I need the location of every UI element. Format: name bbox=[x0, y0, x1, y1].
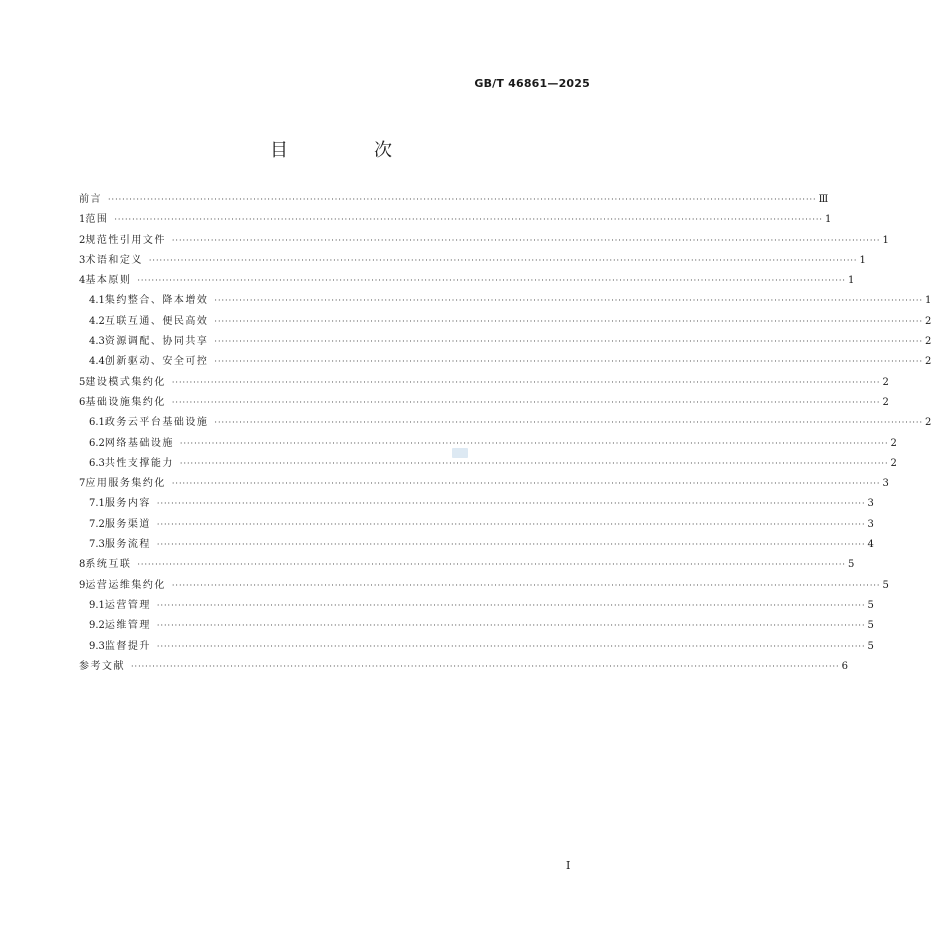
dot-leader: ········································································································································································································ bbox=[156, 499, 866, 509]
toc-entry[interactable] bbox=[79, 474, 889, 494]
toc-entry-page: 5 bbox=[867, 620, 874, 632]
toc-entry-number: 8 bbox=[79, 559, 86, 571]
toc-entry-label: 术语和定义 bbox=[85, 254, 143, 266]
toc-entry-label: 运营运维集约化 bbox=[85, 579, 166, 591]
toc-entry[interactable] bbox=[79, 352, 931, 372]
toc-entry-label: 服务流程 bbox=[104, 539, 151, 551]
toc-entry-label: 资源调配、协同共享 bbox=[104, 336, 209, 348]
table-of-contents bbox=[79, 190, 931, 677]
toc-entry-page: 3 bbox=[882, 478, 889, 490]
toc-entry[interactable] bbox=[79, 616, 874, 636]
toc-entry-label: 基础设施集约化 bbox=[85, 396, 166, 408]
dot-leader: ········································································································································································································ bbox=[214, 296, 923, 306]
dot-leader: ········································································································································································································ bbox=[108, 195, 817, 204]
toc-entry[interactable] bbox=[79, 312, 931, 332]
toc-entry[interactable] bbox=[79, 332, 931, 352]
toc-entry-page: 1 bbox=[882, 234, 889, 246]
toc-entry-number: 9 bbox=[79, 579, 86, 591]
toc-entry-page: 2 bbox=[882, 396, 889, 408]
dot-leader: ········································································································································································································ bbox=[148, 255, 858, 265]
toc-entry[interactable] bbox=[79, 454, 897, 474]
toc-entry[interactable] bbox=[79, 637, 874, 657]
toc-entry-page: 2 bbox=[925, 356, 931, 368]
toc-entry-number: 9.3 bbox=[89, 640, 105, 652]
toc-entry-page: 2 bbox=[925, 417, 931, 429]
toc-entry[interactable] bbox=[79, 535, 874, 555]
toc-entry[interactable] bbox=[79, 210, 832, 230]
dot-leader: ········································································································································································································ bbox=[171, 580, 881, 590]
toc-entry[interactable] bbox=[79, 251, 866, 271]
toc-entry[interactable] bbox=[79, 494, 874, 514]
toc-entry-page: 1 bbox=[824, 214, 832, 226]
toc-entry-label: 集约整合、降本增效 bbox=[104, 295, 209, 307]
toc-entry-number: 7.2 bbox=[89, 518, 105, 530]
toc-entry-label: 基本原则 bbox=[85, 275, 132, 287]
toc-entry-label: 网络基础设施 bbox=[104, 437, 174, 449]
toc-entry-label: 运维管理 bbox=[104, 620, 151, 632]
toc-entry[interactable] bbox=[79, 393, 889, 413]
toc-entry[interactable] bbox=[79, 555, 855, 575]
toc-entry-page: 1 bbox=[925, 295, 931, 307]
toc-entry-page: 5 bbox=[882, 579, 889, 591]
toc-entry-label: 互联互通、便民高效 bbox=[104, 315, 209, 327]
toc-entry-number: 7.3 bbox=[89, 539, 105, 551]
page-title: 目 次 bbox=[270, 140, 426, 161]
toc-entry-number: 6 bbox=[79, 396, 86, 408]
toc-entry-label: 政务云平台基础设施 bbox=[104, 417, 209, 429]
toc-entry-page: 5 bbox=[867, 640, 874, 652]
toc-entry-number: 4.4 bbox=[89, 356, 105, 368]
watermark-icon bbox=[452, 448, 468, 458]
dot-leader: ········································································································································································································ bbox=[156, 540, 866, 550]
dot-leader: ········································································································································································································ bbox=[171, 479, 881, 489]
dot-leader: ········································································································································································································ bbox=[214, 337, 923, 347]
toc-entry-number: 6.3 bbox=[89, 457, 105, 469]
toc-entry-page: 5 bbox=[847, 559, 855, 571]
dot-leader: ········································································································································································································ bbox=[171, 397, 881, 407]
toc-entry-label: 运营管理 bbox=[104, 599, 151, 611]
toc-entry-number: 9.2 bbox=[89, 620, 105, 632]
toc-entry[interactable] bbox=[79, 434, 897, 454]
toc-entry-number: 4.2 bbox=[89, 315, 105, 327]
dot-leader: ········································································································································································································ bbox=[156, 621, 866, 631]
toc-entry-number: 7.1 bbox=[89, 498, 105, 510]
toc-entry-page: 6 bbox=[841, 660, 848, 672]
toc-entry-page: 2 bbox=[882, 376, 889, 388]
toc-entry[interactable] bbox=[79, 271, 855, 291]
toc-entry[interactable] bbox=[79, 373, 889, 393]
standard-number: GB/T 46861—2025 bbox=[474, 77, 590, 90]
dot-leader: ········································································································································································································ bbox=[137, 560, 846, 570]
toc-entry-label: 前言 bbox=[79, 194, 102, 205]
toc-entry-page: 2 bbox=[890, 437, 897, 449]
toc-entry-label: 监督提升 bbox=[104, 640, 151, 652]
toc-entry-page: 5 bbox=[867, 599, 874, 611]
dot-leader: ········································································································································································································ bbox=[156, 600, 866, 610]
dot-leader: ········································································································································································································ bbox=[137, 276, 846, 286]
toc-entry-page: 2 bbox=[925, 336, 931, 348]
toc-entry[interactable] bbox=[79, 515, 874, 535]
toc-entry-page: Ⅲ bbox=[818, 194, 829, 205]
toc-entry-page: 1 bbox=[859, 254, 866, 266]
toc-entry-number: 4.3 bbox=[89, 336, 105, 348]
toc-entry-label: 建设模式集约化 bbox=[85, 376, 166, 388]
dot-leader: ········································································································································································································ bbox=[214, 316, 923, 326]
footer-page-number: I bbox=[566, 859, 571, 872]
toc-entry-number: 1 bbox=[79, 214, 86, 226]
toc-entry[interactable] bbox=[79, 413, 931, 433]
toc-entry-label: 参考文献 bbox=[79, 660, 125, 672]
toc-entry[interactable] bbox=[79, 576, 889, 596]
toc-entry-page: 4 bbox=[867, 539, 874, 551]
toc-entry-page: 2 bbox=[925, 315, 931, 327]
toc-entry-number: 4.1 bbox=[89, 295, 105, 307]
dot-leader: ········································································································································································································ bbox=[156, 641, 866, 651]
toc-entry-number: 2 bbox=[79, 234, 86, 246]
dot-leader: ········································································································································································································ bbox=[156, 519, 866, 529]
dot-leader: ········································································································································································································ bbox=[114, 215, 823, 225]
toc-entry-label: 服务渠道 bbox=[104, 518, 151, 530]
toc-entry-number: 5 bbox=[79, 376, 86, 388]
toc-entry-page: 2 bbox=[890, 457, 897, 469]
dot-leader: ········································································································································································································ bbox=[214, 418, 923, 428]
toc-entry-label: 系统互联 bbox=[85, 559, 132, 571]
toc-entry[interactable] bbox=[79, 657, 848, 677]
dot-leader: ········································································································································································································ bbox=[179, 458, 889, 468]
toc-entry-page: 3 bbox=[867, 518, 874, 530]
dot-leader: ········································································································································································································ bbox=[171, 377, 881, 387]
toc-entry[interactable] bbox=[79, 190, 829, 210]
toc-entry-number: 6.2 bbox=[89, 437, 105, 449]
dot-leader: ········································································································································································································ bbox=[171, 235, 881, 245]
toc-entry-number: 3 bbox=[79, 254, 86, 266]
dot-leader: ········································································································································································································ bbox=[179, 438, 889, 448]
toc-entry-label: 服务内容 bbox=[104, 498, 151, 510]
toc-entry-number: 9.1 bbox=[89, 599, 105, 611]
dot-leader: ········································································································································································································ bbox=[214, 357, 923, 367]
toc-entry-number: 7 bbox=[79, 478, 86, 490]
toc-entry-label: 创新驱动、安全可控 bbox=[104, 356, 209, 368]
dot-leader: ········································································································································································································ bbox=[131, 661, 840, 671]
toc-entry[interactable] bbox=[79, 231, 889, 251]
toc-entry-number: 6.1 bbox=[89, 417, 105, 429]
toc-entry-page: 1 bbox=[847, 275, 855, 287]
toc-entry-page: 3 bbox=[867, 498, 874, 510]
toc-entry[interactable] bbox=[79, 291, 931, 311]
toc-entry-label: 范围 bbox=[85, 214, 109, 226]
toc-entry-label: 共性支撑能力 bbox=[104, 457, 174, 469]
toc-entry-number: 4 bbox=[79, 275, 86, 287]
toc-entry[interactable] bbox=[79, 596, 874, 616]
toc-entry-label: 规范性引用文件 bbox=[85, 234, 166, 246]
toc-entry-label: 应用服务集约化 bbox=[85, 478, 166, 490]
